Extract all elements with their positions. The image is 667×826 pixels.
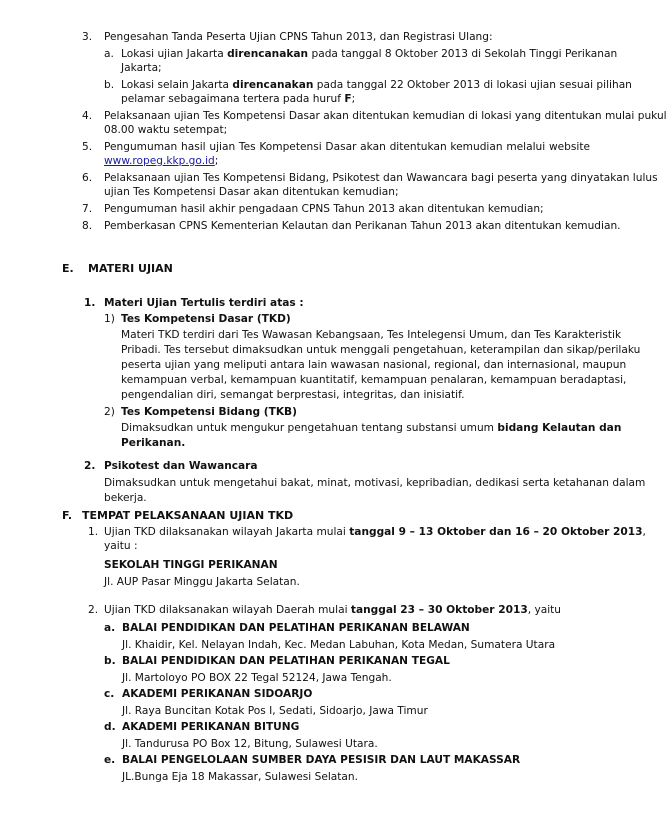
- place-address: Jl. Khaidir, Kel. Nelayan Indah, Kec. Medan Labuhan, Kota Medan, Sumatera Utara: [122, 639, 556, 651]
- list-item-text: Lokasi ujian Jakarta direncanakan pada tanggal 8 Oktober 2013 di Sekolah Tinggi Perikanan: [121, 48, 618, 60]
- item-title: Tes Kompetensi Dasar (TKD): [121, 313, 291, 325]
- website-link[interactable]: www.ropeg.kkp.go.id: [104, 155, 215, 167]
- place-address: Jl. Raya Buncitan Kotak Pos I, Sedati, Sidoarjo, Jawa Timur: [122, 705, 428, 717]
- item-number: 4.: [82, 110, 93, 122]
- place-letter: b.: [104, 655, 116, 667]
- list-item-text-cont: yaitu :: [104, 540, 138, 552]
- list-item-text: Lokasi selain Jakarta direncanakan pada tanggal 22 Oktober 2013 di lokasi ujian sesuai pilihan: [121, 79, 632, 91]
- paragraph-line: peserta ujian yang meliputi antara lain wawasan nasional, regional, dan internasional, maupun: [121, 359, 627, 371]
- list-item-text: Pengumuman hasil akhir pengadaan CPNS Tahun 2013 akan ditentukan kemudian;: [104, 203, 544, 215]
- list-item-text-cont: www.ropeg.kkp.go.id;: [104, 155, 219, 167]
- item-number: 1): [104, 313, 115, 325]
- list-item-text: Pengumuman hasil ujian Tes Kompetensi Dasar akan ditentukan kemudian melalui website: [104, 141, 590, 153]
- section-letter: F.: [62, 509, 73, 522]
- section-title: MATERI UJIAN: [88, 262, 173, 275]
- place-address: Jl. AUP Pasar Minggu Jakarta Selatan.: [104, 576, 300, 588]
- item-number: 2.: [88, 604, 99, 616]
- section-letter: E.: [62, 262, 74, 275]
- place-name: AKADEMI PERIKANAN SIDOARJO: [122, 688, 313, 700]
- list-item-text: Pelaksanaan ujian Tes Kompetensi Bidang, Psikotest dan Wawancara bagi peserta yang dinyatakan lulus: [104, 172, 658, 184]
- place-letter: c.: [104, 688, 115, 700]
- place-name: AKADEMI PERIKANAN BITUNG: [122, 721, 300, 733]
- item-number: 8.: [82, 220, 93, 232]
- item-number: 1.: [88, 526, 99, 538]
- paragraph-line: Materi TKD terdiri dari Tes Wawasan Kebangsaan, Tes Intelegensi Umum, dan Tes Karakteristik: [121, 329, 622, 341]
- list-item-text-cont: Jakarta;: [121, 62, 162, 74]
- paragraph-line: Pribadi. Tes tersebut dimaksudkan untuk menggali pengetahuan, keterampilan dan sikap/perilaku: [121, 344, 641, 356]
- list-item-text-cont: pelamar sebagaimana tertera pada huruf F;: [121, 93, 356, 105]
- item-letter: a.: [104, 48, 114, 60]
- place-name: BALAI PENDIDIKAN DAN PELATIHAN PERIKANAN TEGAL: [122, 655, 450, 667]
- list-item-text-cont: 08.00 waktu setempat;: [104, 124, 228, 136]
- list-item-text: Pelaksanaan ujian Tes Kompetensi Dasar akan ditentukan kemudian di lokasi yang ditentukan mulai pukul: [104, 110, 667, 122]
- place-address: Jl. Tandurusa PO Box 12, Bitung, Sulawesi Utara.: [122, 738, 378, 750]
- paragraph-line: pengendalian diri, semangat berprestasi, integritas, dan inisiatif.: [121, 389, 465, 401]
- subsection-number: 2.: [84, 460, 96, 472]
- place-name: BALAI PENGELOLAAN SUMBER DAYA PESISIR DAN LAUT MAKASSAR: [122, 754, 521, 766]
- paragraph-line: kemampuan verbal, kemampuan kuantitatif, kemampuan penalaran, kemampuan beradaptasi,: [121, 374, 627, 386]
- subsection-title: Materi Ujian Tertulis terdiri atas :: [104, 297, 304, 309]
- place-letter: e.: [104, 754, 116, 766]
- subsection-number: 1.: [84, 297, 96, 309]
- place-name: SEKOLAH TINGGI PERIKANAN: [104, 559, 278, 571]
- subsection-title: Psikotest dan Wawancara: [104, 460, 258, 472]
- item-number: 6.: [82, 172, 93, 184]
- paragraph-line: bekerja.: [104, 492, 147, 504]
- item-title: Tes Kompetensi Bidang (TKB): [121, 406, 297, 418]
- place-address: JL.Bunga Eja 18 Makassar, Sulawesi Selatan.: [122, 771, 359, 783]
- item-number: 5.: [82, 141, 93, 153]
- list-item-text: Ujian TKD dilaksanakan wilayah Jakarta mulai tanggal 9 – 13 Oktober dan 16 – 20 Oktober 2013,: [104, 526, 646, 538]
- list-item-text: Ujian TKD dilaksanakan wilayah Daerah mulai tanggal 23 – 30 Oktober 2013, yaitu: [104, 604, 562, 616]
- place-letter: d.: [104, 721, 116, 733]
- paragraph-line: Dimaksudkan untuk mengukur pengetahuan tentang substansi umum bidang Kelautan dan: [121, 422, 622, 434]
- place-address: Jl. Martoloyo PO BOX 22 Tegal 52124, Jawa Tengah.: [122, 672, 392, 684]
- item-number: 3.: [82, 31, 93, 43]
- paragraph-line: Perikanan.: [121, 437, 186, 449]
- place-letter: a.: [104, 622, 116, 634]
- list-item-text: Pengesahan Tanda Peserta Ujian CPNS Tahun 2013, dan Registrasi Ulang:: [104, 31, 493, 43]
- section-title: TEMPAT PELAKSANAAN UJIAN TKD: [82, 509, 294, 522]
- paragraph-line: Dimaksudkan untuk mengetahui bakat, minat, motivasi, kepribadian, dedikasi serta ketahanan dalam: [104, 477, 646, 489]
- item-number: 7.: [82, 203, 93, 215]
- item-number: 2): [104, 406, 115, 418]
- place-name: BALAI PENDIDIKAN DAN PELATIHAN PERIKANAN BELAWAN: [122, 622, 470, 634]
- list-item-text-cont: ujian Tes Kompetensi Dasar akan ditentukan kemudian;: [104, 186, 399, 198]
- item-letter: b.: [104, 79, 115, 91]
- list-item-text: Pemberkasan CPNS Kementerian Kelautan dan Perikanan Tahun 2013 akan ditentukan kemudian.: [104, 220, 621, 232]
